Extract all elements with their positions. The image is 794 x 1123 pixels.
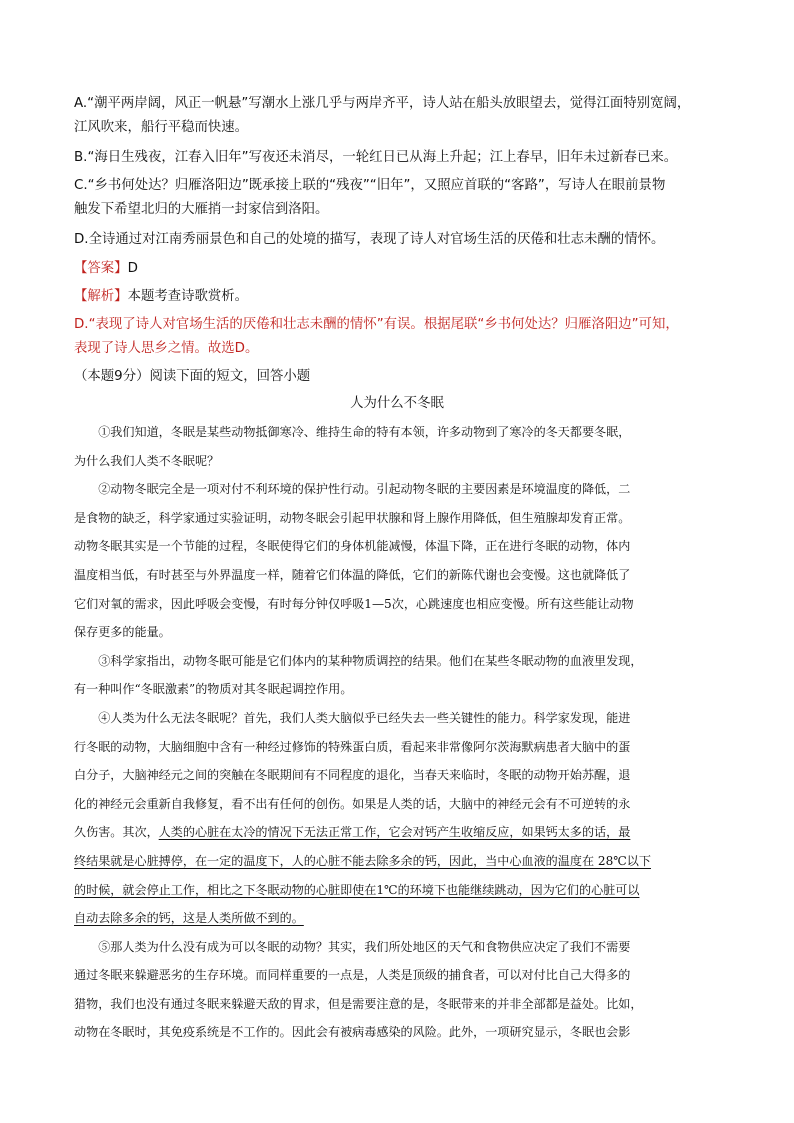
p2-line3: 动物冬眠其实是一个节能的过程，冬眠使得它们的身体机能减慢，体温下降，正在进行冬眠的动物，体内 xyxy=(74,539,631,554)
p2-line5: 它们对氧的需求，因此呼吸会变慢，有时每分钟仅呼吸1—5次，心跳速度也相应变慢。所有这些能让动物 xyxy=(74,596,634,611)
p4-underlined-line1: 终结果就是心脏搏停，在一定的温度下，人的心脏不能去除多余的钙，因此，当中心血液的温度在 28℃以下 xyxy=(74,853,651,868)
essay-body xyxy=(74,418,726,1047)
option-c xyxy=(74,174,724,222)
option-b xyxy=(74,146,724,170)
p5-line4: 动物在冬眠时，其免疫系统是不工作的。因此会有被病毒感染的风险。此外，一项研究显示，冬眠也会影 xyxy=(74,1025,631,1040)
p4-underlined-line3: 自动去除多余的钙，这是人类所做不到的。 xyxy=(74,911,304,926)
option-a-line2: 江风吹来，船行平稳而快速。 xyxy=(74,120,249,135)
option-d-line1: D.全诗通过对江南秀丽景色和自己的处境的描写，表现了诗人对官场生活的厌倦和壮志未酬的情怀。 xyxy=(74,232,665,247)
question-intro: （本题9分）阅读下面的短文，回答小题 xyxy=(74,369,311,384)
p2-line2: 是食物的缺乏，科学家通过实验证明，动物冬眠会引起甲状腺和肾上腺作用降低，但生殖腺却发育正常。 xyxy=(74,510,631,525)
p4-line3: 白分子，大脑神经元之间的突触在冬眠期间有不同程度的退化，当春天来临时，冬眠的动物开始苏醒，退 xyxy=(74,768,631,783)
p4-underlined-start: 人类的心脏在太冷的情况下无法正常工作，它会对钙产生收缩反应，如果钙太多的话，最 xyxy=(158,825,631,840)
p4-underlined-line2: 的时候，就会停止工作，相比之下冬眠动物的心脏即使在1℃的环境下也能继续跳动，因为它们的心脏可以 xyxy=(74,882,640,897)
p4-line5 xyxy=(74,818,726,847)
option-b-line1: B.“海日生残夜，江春入旧年”写夜还未消尽，一轮红日已从海上升起；江上春早，旧年未过新春已来。 xyxy=(74,150,678,165)
p4-line4: 化的神经元会重新自我修复，看不出有任何的创伤。如果是人类的话，大脑中的神经元会有不可逆转的永 xyxy=(74,796,631,811)
p1-line2: 为什么我们人类不冬眠呢？ xyxy=(74,453,220,468)
p5-line2: 通过冬眠来躲避恶劣的生存环境。而同样重要的一点是，人类是顶级的捕食者，可以对付比自己大得多的 xyxy=(74,968,631,983)
analysis-line1: D.“表现了诗人对官场生活的厌倦和壮志未酬的情怀”有误。根据尾联“乡书何处达？归雁洛阳边”可知， xyxy=(74,317,679,332)
answer-line xyxy=(74,257,724,281)
answer-value: D xyxy=(127,261,138,276)
analysis-intro: 本题考查诗歌赏析。 xyxy=(127,289,249,304)
p3-line2: 有一种叫作“冬眠激素”的物质对其冬眠起调控作用。 xyxy=(74,682,353,697)
option-c-line2: 触发下希望北归的大雁捎一封家信到洛阳。 xyxy=(74,202,329,217)
p3-line1: ③科学家指出，动物冬眠可能是它们体内的某种物质调控的结果。他们在某些冬眠动物的血液里发现， xyxy=(98,653,643,668)
option-c-line1: C.“乡书何处达？归雁洛阳边”既承接上联的“残夜”“旧年”，又照应首联的“客路”，写诗人在眼前景物 xyxy=(74,178,666,193)
analysis-block xyxy=(74,285,724,361)
answer-tag: 【答案】 xyxy=(74,261,128,276)
p5-line3: 猎物，我们也没有通过冬眠来躲避天敌的胃求，但是需要注意的是，冬眠带来的并非全部都是益处。比如， xyxy=(74,996,643,1011)
p4-line1: ④人类为什么无法冬眠呢？首先，我们人类大脑似乎已经失去一些关键性的能力。科学家发现，能进 xyxy=(98,710,631,725)
option-a xyxy=(74,92,724,140)
p4-line2: 行冬眠的动物，大脑细胞中含有一种经过修饰的特殊蛋白质，看起来非常像阿尔茨海默病患者大脑中的蛋 xyxy=(74,739,631,754)
p1-line1: ①我们知道，冬眠是某些动物抵御寒冷、维持生命的特有本领，许多动物到了寒冷的冬天都要冬眠， xyxy=(98,425,631,439)
option-a-line1: A.“潮平两岸阔，风正一帆悬”写潮水上涨几乎与两岸齐平，诗人站在船头放眼望去，觉得江面特别宽阔， xyxy=(74,96,691,111)
analysis-tag: 【解析】 xyxy=(74,289,128,304)
p2-line6: 保存更多的能量。 xyxy=(74,625,171,640)
option-d xyxy=(74,228,724,252)
p2-line1: ②动物冬眠完全是一项对付不利环境的保护性行动。引起动物冬眠的主要因素是环境温度的降低，二 xyxy=(98,482,631,497)
analysis-line2: 表现了诗人思乡之情。故选D。 xyxy=(74,341,259,356)
essay-title: 人为什么不冬眠 xyxy=(350,396,444,411)
p5-line1: ⑤那人类为什么没有成为可以冬眠的动物？其实，我们所处地区的天气和食物供应决定了我们不需要 xyxy=(98,939,631,954)
p4-line5-plain: 久伤害。其次， xyxy=(74,825,159,840)
p2-line4: 温度相当低，有时甚至与外界温度一样，随着它们体温的降低，它们的新陈代谢也会变慢。这也就降低了 xyxy=(74,567,631,582)
